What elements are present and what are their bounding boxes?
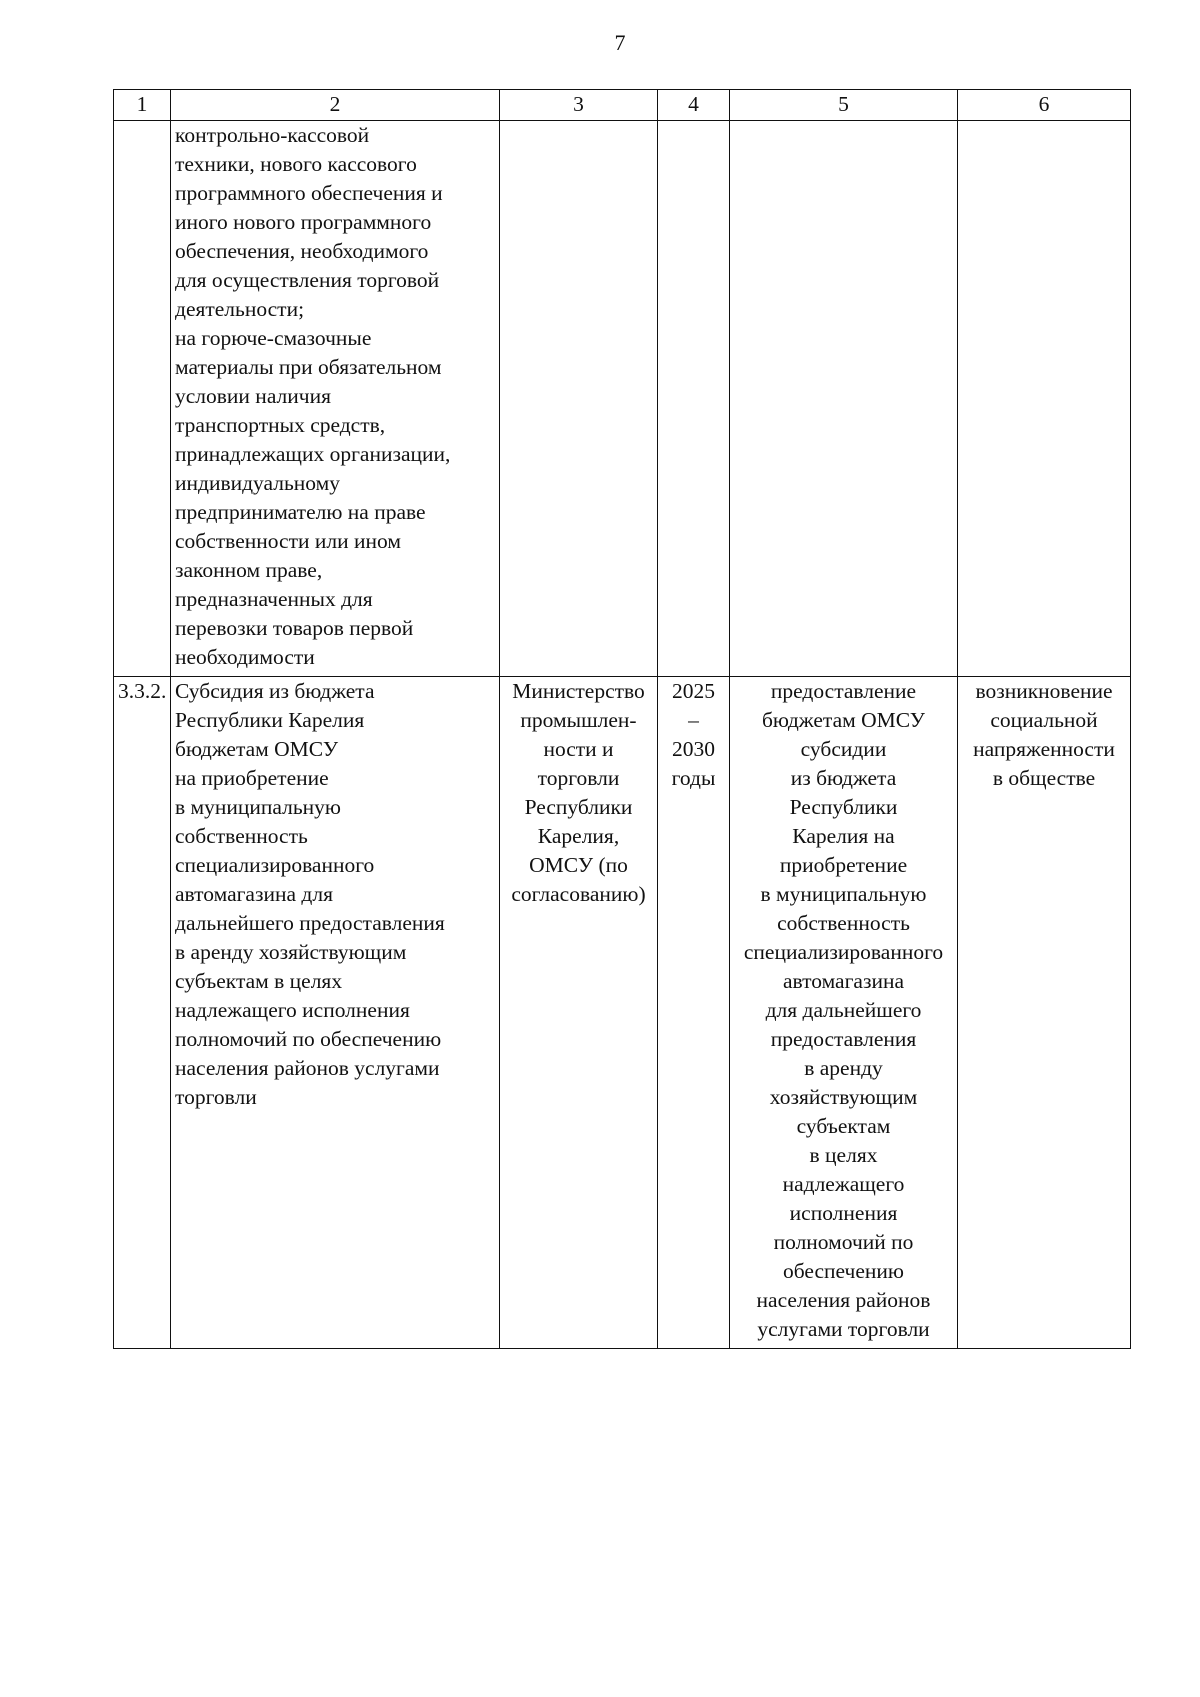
- text-line: обеспечения, необходимого: [175, 239, 429, 263]
- text-line: предоставление: [770, 679, 917, 703]
- table-header-row: [114, 90, 1131, 121]
- header-cell-6: 6: [958, 90, 1131, 121]
- text-line: бюджетам ОМСУ: [175, 737, 339, 761]
- text-line: контрольно-кассовой: [175, 123, 370, 147]
- text-line: принадлежащих организации,: [175, 442, 451, 466]
- text-line: годы: [671, 766, 716, 790]
- text-line: условии наличия: [175, 384, 331, 408]
- text-line: программного обеспечения и: [175, 181, 443, 205]
- text-line: надлежащего исполнения: [175, 998, 410, 1022]
- text-line: возникновение: [975, 679, 1113, 703]
- text-line: Республики: [524, 795, 633, 819]
- cont-cell-period: [658, 121, 730, 677]
- text-line: субсидии: [800, 737, 887, 761]
- text-line: собственности или ином: [175, 529, 401, 553]
- cont-cell-description: [171, 121, 500, 677]
- text-line: перевозки товаров первой: [175, 616, 414, 640]
- item-cell-period: [658, 677, 730, 1349]
- text-line: в муниципальную: [760, 882, 927, 906]
- text-line: собственность: [777, 911, 910, 935]
- text-line: в муниципальную: [175, 795, 341, 819]
- text-line: 2025: [672, 679, 715, 703]
- text-line: 2030: [672, 737, 715, 761]
- text-line: хозяйствующим: [769, 1085, 918, 1109]
- text-line: Республики: [789, 795, 898, 819]
- text-line: в обществе: [992, 766, 1096, 790]
- item-cell-risk: [958, 677, 1131, 1349]
- text-line: техники, нового кассового: [175, 152, 417, 176]
- text-line: необходимости: [175, 645, 315, 669]
- cont-cell-result: [730, 121, 958, 677]
- text-line: бюджетам ОМСУ: [761, 708, 926, 732]
- cont-cell-risk: [958, 121, 1131, 677]
- text-line: иного нового программного: [175, 210, 432, 234]
- text-line: специализированного: [743, 940, 944, 964]
- text-line: на приобретение: [175, 766, 329, 790]
- text-line: законном праве,: [175, 558, 323, 582]
- text-line: населения районов: [756, 1288, 931, 1312]
- table-row: [114, 677, 1131, 1349]
- item-cell-result: [730, 677, 958, 1349]
- text-line: полномочий по: [773, 1230, 914, 1254]
- text-line: ОМСУ (по: [529, 853, 628, 877]
- text-line: Республики Карелия: [175, 708, 365, 732]
- text-line: на горюче-смазочные: [175, 326, 372, 350]
- item-cell-executor: [500, 677, 658, 1349]
- header-cell-3: 3: [500, 90, 658, 121]
- text-line: собственность: [175, 824, 308, 848]
- text-line: населения районов услугами: [175, 1056, 440, 1080]
- page-number: 7: [614, 30, 626, 55]
- text-line: предпринимателю на праве: [175, 500, 426, 524]
- text-line: транспортных средств,: [175, 413, 386, 437]
- cont-cell-number: [114, 121, 171, 677]
- text-line: специализированного: [175, 853, 375, 877]
- text-line: автомагазина: [782, 969, 905, 993]
- cont-cell-executor: [500, 121, 658, 677]
- text-line: –: [688, 708, 699, 732]
- text-line: ности и: [543, 737, 614, 761]
- text-line: субъектам в целях: [175, 969, 343, 993]
- text-line: в целях: [809, 1143, 878, 1167]
- text-line: субъектам: [796, 1114, 891, 1138]
- text-line: торговли: [175, 1085, 257, 1109]
- text-line: напряженности: [973, 737, 1115, 761]
- item-cell-number: 3.3.2.: [114, 677, 171, 1349]
- text-line: исполнения: [789, 1201, 898, 1225]
- text-line: Министерство: [512, 679, 645, 703]
- text-line: дальнейшего предоставления: [175, 911, 445, 935]
- header-cell-2: 2: [171, 90, 500, 121]
- measures-table: [113, 89, 1131, 1349]
- text-line: в аренду: [804, 1056, 883, 1080]
- text-line: предназначенных для: [175, 587, 373, 611]
- text-line: для осуществления торговой: [175, 268, 440, 292]
- text-line: материалы при обязательном: [175, 355, 442, 379]
- text-line: Субсидия из бюджета: [175, 679, 375, 703]
- text-line: Карелия на: [792, 824, 895, 848]
- text-line: деятельности;: [175, 297, 305, 321]
- text-line: промышлен-: [520, 708, 637, 732]
- text-line: социальной: [990, 708, 1098, 732]
- item-cell-description: [171, 677, 500, 1349]
- text-line: обеспечению: [783, 1259, 904, 1283]
- text-line: индивидуальному: [175, 471, 340, 495]
- header-cell-4: 4: [658, 90, 730, 121]
- text-line: Карелия,: [537, 824, 620, 848]
- text-line: полномочий по обеспечению: [175, 1027, 442, 1051]
- text-line: надлежащего: [782, 1172, 905, 1196]
- text-line: услугами торговли: [757, 1317, 930, 1341]
- header-cell-5: 5: [730, 90, 958, 121]
- table-row: [114, 121, 1131, 677]
- text-line: для дальнейшего: [765, 998, 922, 1022]
- text-line: согласованию): [511, 882, 646, 906]
- text-line: приобретение: [779, 853, 908, 877]
- text-line: предоставления: [770, 1027, 917, 1051]
- text-line: автомагазина для: [175, 882, 333, 906]
- text-line: в аренду хозяйствующим: [175, 940, 407, 964]
- text-line: из бюджета: [790, 766, 897, 790]
- text-line: торговли: [537, 766, 620, 790]
- header-cell-1: 1: [114, 90, 171, 121]
